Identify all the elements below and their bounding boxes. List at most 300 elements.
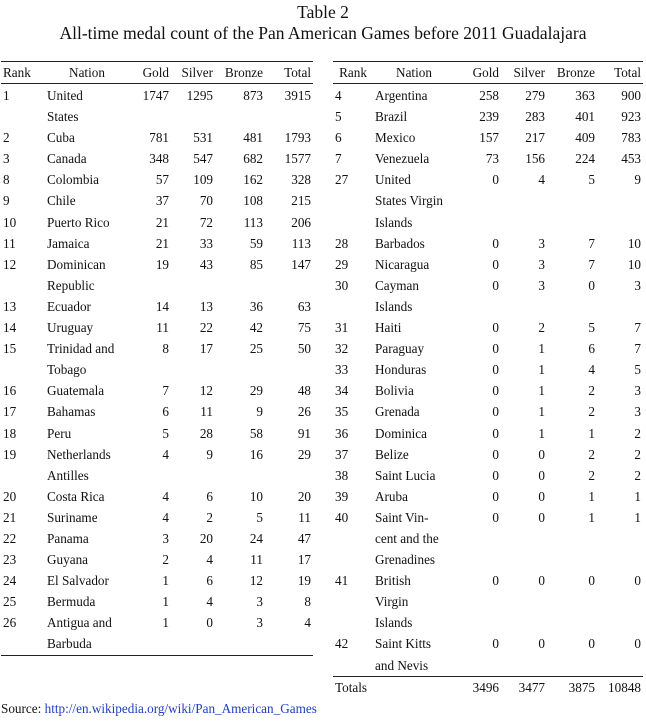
- cell-rank: 6: [335, 130, 342, 146]
- cell-total: 1: [634, 488, 641, 504]
- cell-nation: Nicaragua: [375, 256, 430, 272]
- cell-gold: 0: [492, 573, 499, 589]
- cell-gold: 239: [479, 109, 499, 125]
- cell-silver: 1295: [186, 88, 213, 103]
- cell-silver: 1: [538, 341, 545, 357]
- cell-gold: 0: [492, 404, 499, 420]
- cell-bronze: 162: [243, 172, 263, 188]
- cell-rank: 2: [3, 130, 10, 146]
- cell-rank: 28: [335, 235, 349, 251]
- cell-total: 0: [634, 573, 641, 589]
- cell-silver: 12: [199, 383, 213, 399]
- table-row: [1, 423, 313, 444]
- cell-rank: 9: [3, 193, 10, 209]
- cell-gold: 8: [162, 341, 169, 357]
- cell-bronze: 85: [249, 256, 263, 272]
- cell-bronze: 11: [250, 552, 263, 568]
- col-header-rank: Rank: [333, 62, 373, 84]
- cell-rank: 26: [3, 615, 17, 631]
- cell-nation: Haiti: [375, 320, 402, 336]
- cell-gold: 0: [492, 341, 499, 357]
- cell-gold: 0: [492, 425, 499, 441]
- cell-rank: 12: [3, 256, 17, 272]
- table-row: [1, 338, 313, 380]
- cell-total: 3: [634, 404, 641, 420]
- cell-silver: 28: [199, 425, 213, 441]
- table-row: [1, 84, 313, 128]
- cell-bronze: 7: [588, 235, 595, 251]
- cell-bronze: 113: [243, 214, 263, 230]
- cell-total: 3: [634, 383, 641, 399]
- cell-gold: 157: [479, 130, 499, 146]
- header-row: [1, 62, 313, 84]
- cell-silver: 217: [525, 130, 545, 146]
- cell-rank: 18: [3, 425, 17, 441]
- cell-nation: Barbados: [375, 235, 425, 251]
- cell-total: 7: [634, 320, 641, 336]
- cell-nation: Paraguay: [375, 341, 425, 357]
- table-row: [1, 549, 313, 570]
- cell-nation: Guyana: [47, 552, 89, 568]
- cell-gold: 781: [149, 130, 169, 146]
- cell-nation: Uruguay: [47, 320, 94, 336]
- source-label: Source:: [1, 701, 42, 716]
- cell-rank: 41: [335, 573, 349, 589]
- cell-bronze: 682: [243, 151, 263, 167]
- cell-bronze: 0: [588, 277, 595, 293]
- totals-bronze: 3875: [547, 676, 597, 698]
- cell-total: 0: [634, 636, 641, 652]
- col-header-silver: Silver: [501, 62, 547, 84]
- cell-silver: 6: [206, 488, 213, 504]
- cell-gold: 3: [162, 530, 169, 546]
- cell-gold: 0: [492, 320, 499, 336]
- cell-total: 147: [291, 256, 311, 272]
- cell-silver: 11: [200, 404, 213, 420]
- cell-rank: 42: [335, 636, 349, 652]
- cell-gold: 0: [492, 467, 499, 483]
- cell-rank: 3: [3, 151, 10, 167]
- cell-nation: Costa Rica: [47, 488, 105, 504]
- cell-nation: Bolivia: [375, 383, 414, 399]
- cell-nation: Saint Kitts and Nevis: [375, 636, 432, 673]
- cell-silver: 1: [538, 425, 545, 441]
- cell-rank: 38: [335, 467, 349, 483]
- cell-rank: 13: [3, 298, 17, 314]
- cell-silver: 0: [538, 467, 545, 483]
- cell-total: 5: [634, 362, 641, 378]
- cell-rank: 25: [3, 594, 17, 610]
- cell-gold: 0: [492, 488, 499, 504]
- table-row: [333, 444, 643, 465]
- cell-total: 923: [621, 109, 641, 125]
- medal-table-right: [333, 61, 643, 698]
- cell-bronze: 1: [588, 425, 595, 441]
- cell-nation: Guatemala: [47, 383, 105, 399]
- cell-bronze: 2: [588, 383, 595, 399]
- cell-rank: 36: [335, 425, 349, 441]
- table-row: [1, 254, 313, 296]
- cell-nation: Antigua and Barbuda: [47, 615, 112, 652]
- table-row: [1, 127, 313, 148]
- cell-rank: 11: [3, 235, 16, 251]
- table-row: [1, 317, 313, 338]
- cell-silver: 3: [538, 256, 545, 272]
- cell-gold: 4: [162, 509, 169, 525]
- cell-gold: 0: [492, 509, 499, 525]
- cell-silver: 22: [199, 320, 213, 336]
- cell-silver: 547: [193, 151, 213, 167]
- cell-silver: 109: [193, 172, 213, 188]
- cell-silver: 17: [199, 341, 213, 357]
- col-header-silver: Silver: [171, 62, 215, 84]
- cell-nation: Dominican Republic: [47, 256, 106, 293]
- cell-nation: Jamaica: [47, 235, 90, 251]
- cell-gold: 21: [155, 214, 169, 230]
- col-header-gold: Gold: [129, 62, 171, 84]
- cell-nation: Dominica: [375, 425, 428, 441]
- cell-silver: 3: [538, 277, 545, 293]
- cell-silver: 0: [538, 636, 545, 652]
- cell-rank: 27: [335, 172, 349, 188]
- cell-bronze: 4: [588, 362, 595, 378]
- totals-row: [333, 676, 643, 698]
- cell-rank: 33: [335, 362, 349, 378]
- cell-gold: 348: [149, 151, 169, 167]
- col-header-bronze: Bronze: [547, 62, 597, 84]
- cell-total: 47: [297, 530, 311, 546]
- cell-bronze: 363: [575, 88, 595, 103]
- cell-gold: 4: [162, 488, 169, 504]
- cell-bronze: 0: [588, 573, 595, 589]
- table-row: [333, 106, 643, 127]
- cell-silver: 0: [538, 573, 545, 589]
- cell-gold: 0: [492, 446, 499, 462]
- cell-total: 7: [634, 341, 641, 357]
- cell-gold: 14: [155, 298, 169, 314]
- cell-rank: 31: [335, 320, 349, 336]
- cell-bronze: 58: [249, 425, 263, 441]
- cell-gold: 0: [492, 172, 499, 188]
- cell-bronze: 481: [243, 130, 263, 146]
- table-row: [1, 528, 313, 549]
- table-row: [333, 148, 643, 169]
- cell-gold: 0: [492, 235, 499, 251]
- cell-gold: 6: [162, 404, 169, 420]
- table-row: [333, 338, 643, 359]
- cell-total: 2: [634, 425, 641, 441]
- cell-rank: 32: [335, 341, 349, 357]
- cell-bronze: 29: [249, 383, 263, 399]
- table-row: [1, 507, 313, 528]
- col-header-total: Total: [597, 62, 643, 84]
- cell-gold: 0: [492, 256, 499, 272]
- cell-silver: 1: [538, 404, 545, 420]
- cell-gold: 11: [156, 320, 169, 336]
- source-note: [1, 701, 317, 717]
- cell-total: 1: [634, 509, 641, 525]
- cell-bronze: 9: [256, 404, 263, 420]
- cell-gold: 5: [162, 425, 169, 441]
- cell-nation: Saint Lucia: [375, 467, 436, 483]
- table-row: [1, 570, 313, 591]
- cell-nation: Peru: [47, 425, 72, 441]
- cell-total: 11: [298, 509, 311, 525]
- cell-nation: Bermuda: [47, 594, 96, 610]
- cell-silver: 0: [538, 446, 545, 462]
- totals-gold: 3496: [455, 676, 501, 698]
- cell-gold: 0: [492, 277, 499, 293]
- table-row: [1, 190, 313, 211]
- cell-silver: 4: [206, 594, 213, 610]
- cell-silver: 1: [538, 383, 545, 399]
- medal-table-left: [1, 61, 313, 656]
- table-row: [1, 212, 313, 233]
- cell-rank: 14: [3, 320, 17, 336]
- cell-bronze: 5: [256, 509, 263, 525]
- cell-nation: Argentina: [375, 88, 428, 103]
- cell-silver: 156: [525, 151, 545, 167]
- cell-total: 29: [297, 446, 311, 462]
- col-header-nation: Nation: [373, 62, 455, 84]
- cell-total: 3: [634, 277, 641, 293]
- cell-nation: Brazil: [375, 109, 408, 125]
- cell-rank: 20: [3, 488, 17, 504]
- table-row: [333, 317, 643, 338]
- col-header-bronze: Bronze: [215, 62, 265, 84]
- cell-silver: 33: [199, 235, 213, 251]
- cell-rank: 37: [335, 446, 349, 462]
- cell-silver: 0: [538, 488, 545, 504]
- cell-gold: 4: [162, 446, 169, 462]
- cell-nation: Saint Vin- cent and the Grenadines: [375, 509, 439, 568]
- cell-bronze: 3: [256, 594, 263, 610]
- table-row: [333, 633, 643, 676]
- cell-bronze: 2: [588, 446, 595, 462]
- cell-nation: United States: [47, 88, 83, 125]
- table-row: [333, 233, 643, 254]
- cell-nation: Grenada: [375, 404, 420, 420]
- table-title: All-time medal count of the Pan American Games before 2011 Guadalajara: [59, 23, 587, 43]
- totals-label: Totals: [333, 676, 455, 698]
- cell-bronze: 2: [588, 467, 595, 483]
- cell-rank: 7: [335, 151, 342, 167]
- table-row: [333, 401, 643, 422]
- source-link[interactable]: http://en.wikipedia.org/wiki/Pan_American_Games: [44, 701, 317, 716]
- cell-rank: 19: [3, 446, 17, 462]
- cell-total: 63: [297, 298, 311, 314]
- cell-total: 50: [297, 341, 311, 357]
- cell-total: 75: [297, 320, 311, 336]
- cell-rank: 24: [3, 573, 17, 589]
- cell-silver: 70: [199, 193, 213, 209]
- cell-bronze: 36: [249, 298, 263, 314]
- cell-gold: 1: [162, 615, 169, 631]
- cell-silver: 279: [525, 88, 545, 103]
- cell-nation: Bahamas: [47, 404, 96, 420]
- cell-bronze: 7: [588, 256, 595, 272]
- cell-total: 17: [297, 552, 311, 568]
- cell-gold: 73: [485, 151, 499, 167]
- cell-nation: Honduras: [375, 362, 427, 378]
- cell-nation: Puerto Rico: [47, 214, 110, 230]
- cell-total: 215: [291, 193, 311, 209]
- cell-silver: 43: [199, 256, 213, 272]
- cell-bronze: 3: [256, 615, 263, 631]
- cell-total: 1793: [284, 130, 311, 146]
- table-row: [1, 148, 313, 169]
- cell-total: 19: [297, 573, 311, 589]
- cell-gold: 37: [155, 193, 169, 209]
- table-row: [1, 169, 313, 190]
- cell-gold: 0: [492, 636, 499, 652]
- cell-nation: Venezuela: [375, 151, 430, 167]
- table-row: [1, 233, 313, 254]
- cell-silver: 2: [538, 320, 545, 336]
- cell-silver: 0: [538, 509, 545, 525]
- cell-nation: El Salvador: [47, 573, 109, 589]
- cell-bronze: 42: [249, 320, 263, 336]
- cell-rank: 35: [335, 404, 349, 420]
- cell-total: 9: [634, 172, 641, 188]
- cell-bronze: 0: [588, 636, 595, 652]
- cell-rank: 29: [335, 256, 349, 272]
- cell-rank: 22: [3, 530, 17, 546]
- cell-total: 8: [304, 594, 311, 610]
- cell-nation: Colombia: [47, 172, 100, 188]
- cell-rank: 21: [3, 509, 17, 525]
- header-row: [333, 62, 643, 84]
- cell-bronze: 5: [588, 172, 595, 188]
- cell-gold: 1: [162, 594, 169, 610]
- table-row: [333, 423, 643, 444]
- cell-bronze: 873: [243, 88, 263, 103]
- table-number: Table 2: [297, 2, 349, 22]
- cell-total: 900: [621, 88, 641, 103]
- cell-rank: 1: [3, 88, 10, 103]
- cell-total: 10: [627, 256, 641, 272]
- cell-bronze: 2: [588, 404, 595, 420]
- cell-gold: 21: [155, 235, 169, 251]
- cell-total: 2: [634, 446, 641, 462]
- cell-gold: 0: [492, 362, 499, 378]
- col-header-total: Total: [265, 62, 313, 84]
- cell-bronze: 12: [249, 573, 263, 589]
- cell-total: 206: [291, 214, 311, 230]
- cell-rank: 5: [335, 109, 342, 125]
- cell-silver: 72: [199, 214, 213, 230]
- cell-rank: 30: [335, 277, 349, 293]
- cell-nation: Cuba: [47, 130, 75, 146]
- cell-nation: Aruba: [375, 488, 408, 504]
- cell-total: 453: [621, 151, 641, 167]
- cell-silver: 6: [206, 573, 213, 589]
- cell-bronze: 409: [575, 130, 595, 146]
- cell-gold: 258: [479, 88, 499, 103]
- cell-bronze: 401: [575, 109, 595, 125]
- cell-silver: 4: [206, 552, 213, 568]
- cell-nation: Suriname: [47, 509, 98, 525]
- cell-bronze: 16: [249, 446, 263, 462]
- table-row: [333, 380, 643, 401]
- cell-gold: 57: [155, 172, 169, 188]
- table-row: [333, 486, 643, 507]
- cell-gold: 7: [162, 383, 169, 399]
- cell-total: 113: [291, 235, 311, 251]
- cell-rank: 34: [335, 383, 349, 399]
- table-row: [333, 359, 643, 380]
- table-row: [1, 380, 313, 401]
- cell-nation: Belize: [375, 446, 409, 462]
- cell-rank: 4: [335, 88, 342, 103]
- cell-total: 3915: [284, 88, 311, 103]
- cell-rank: 39: [335, 488, 349, 504]
- cell-silver: 4: [538, 172, 545, 188]
- cell-silver: 2: [206, 509, 213, 525]
- table-row: [1, 401, 313, 422]
- cell-total: 26: [297, 404, 311, 420]
- cell-rank: 23: [3, 552, 17, 568]
- table-row: [333, 507, 643, 570]
- totals-total: 10848: [597, 676, 643, 698]
- table-row: [1, 444, 313, 486]
- cell-gold: 0: [492, 383, 499, 399]
- cell-nation: Netherlands Antilles: [47, 446, 111, 483]
- cell-gold: 2: [162, 552, 169, 568]
- cell-nation: Canada: [47, 151, 87, 167]
- cell-bronze: 59: [249, 235, 263, 251]
- table-row: [333, 570, 643, 633]
- cell-bronze: 224: [575, 151, 595, 167]
- table-row: [1, 296, 313, 317]
- cell-total: 783: [621, 130, 641, 146]
- cell-gold: 1: [162, 573, 169, 589]
- cell-total: 10: [627, 235, 641, 251]
- col-header-gold: Gold: [455, 62, 501, 84]
- table-row: [333, 254, 643, 275]
- cell-nation: Chile: [47, 193, 76, 209]
- cell-total: 20: [297, 488, 311, 504]
- cell-rank: 17: [3, 404, 17, 420]
- cell-bronze: 5: [588, 320, 595, 336]
- table-row: [333, 169, 643, 232]
- cell-silver: 0: [206, 615, 213, 631]
- cell-nation: British Virgin Islands: [375, 573, 413, 631]
- cell-nation: Mexico: [375, 130, 416, 146]
- cell-silver: 3: [538, 235, 545, 251]
- cell-rank: 40: [335, 509, 349, 525]
- cell-bronze: 1: [588, 509, 595, 525]
- cell-bronze: 10: [249, 488, 263, 504]
- table-row: [1, 612, 313, 655]
- cell-nation: Trinidad and Tobago: [47, 341, 115, 378]
- cell-silver: 283: [525, 109, 545, 125]
- cell-bronze: 6: [588, 341, 595, 357]
- table-row: [1, 486, 313, 507]
- cell-total: 48: [297, 383, 311, 399]
- cell-nation: United States Virgin Islands: [375, 172, 443, 230]
- cell-bronze: 108: [243, 193, 263, 209]
- table-row: [333, 127, 643, 148]
- col-header-nation: Nation: [45, 62, 129, 84]
- cell-gold: 1747: [142, 88, 169, 103]
- cell-bronze: 25: [249, 341, 263, 357]
- cell-silver: 531: [193, 130, 213, 146]
- cell-silver: 1: [538, 362, 545, 378]
- cell-total: 4: [304, 615, 311, 631]
- table-row: [1, 591, 313, 612]
- cell-total: 2: [634, 467, 641, 483]
